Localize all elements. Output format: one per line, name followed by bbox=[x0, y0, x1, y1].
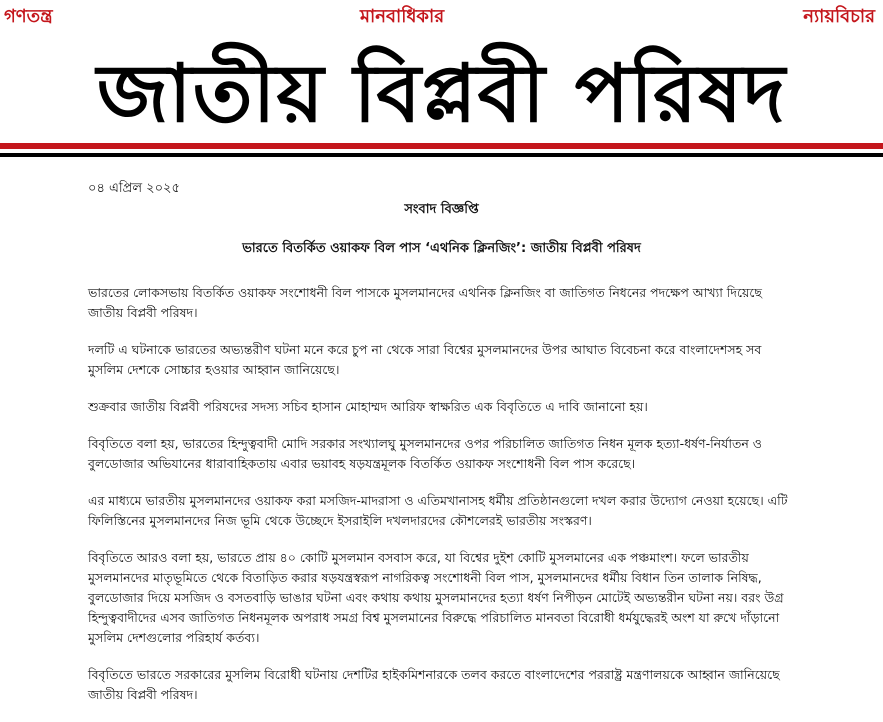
paragraph: বিবৃতিতে আরও বলা হয়, ভারতে প্রায় ৪০ কোটি মুসলমান বসবাস করে, যা বিশ্বের দুইশ কোটি মুসলমানের এক পঞ্চমাংশ। ফলে ভারতীয় মুসলমানদের মাতৃভূমিতে থেকে বিতাড়িত করার ষড়যন্ত্রস্বরূপ নাগরিকত্ব সংশোধনী বিল পাস, মুসলমানদের ধর্মীয় বিধান তিন তালাক নিষিদ্ধ, বুলডোজার দিয়ে মসজিদ ও বসতবাড়ি ভাঙার ঘটনা এবং কথায় কথায় মুসলমানদের হত্যা ধর্ষণ নিপীড়ন মোটেই অভ্যন্তরীন ঘটনা নয়। বরং উগ্র হিন্দুত্ববাদীদের এসব জাতিগত নিধনমূলক অপরাধ সমগ্র বিশ্ব মুসলমানের বিরুদ্ধে পরিচালিত মানবতা বিরোধী ধর্মযুদ্ধেরই অংশ যা রুখে দাঁড়ানো মুসলিম দেশগুলোর পরিহার্য কর্তব্য। bbox=[88, 550, 784, 645]
paragraph: ভারতের লোকসভায় বিতর্কিত ওয়াকফ সংশোধনী বিল পাসকে মুসলমানদের এথনিক ক্লিনজিং বা জাতিগত নিধনের পদক্ষেপ আখ্যা দিয়েছে জাতীয় বিপ্লবী পরিষদ। bbox=[88, 285, 762, 320]
release-date: ০৪ এপ্রিল ২০২৫ bbox=[88, 181, 180, 196]
paragraph: বিবৃতিতে ভারতে সরকারের মুসলিম বিরোধী ঘটনায় দেশটির হাইকমিশনারকে তলব করতে বাংলাদেশের পররাষ্ট্র মন্ত্রণালয়কে আহ্বান জানিয়েছে জাতীয় বিপ্লবী পরিষদ। bbox=[88, 667, 780, 702]
press-release-label: সংবাদ বিজ্ঞপ্তি bbox=[404, 202, 479, 217]
masthead-title: জাতীয় বিপ্লবী পরিষদ bbox=[96, 47, 787, 140]
motto-democracy: গণতন্ত্র bbox=[4, 6, 53, 27]
masthead-black-rule bbox=[0, 153, 883, 157]
paragraph: শুক্রবার জাতীয় বিপ্লবী পরিষদের সদস্য সচিব হাসান মোহাম্মদ আরিফ স্বাক্ষরিত এক বিবৃতিতে এ দাবি জানানো হয়। bbox=[88, 399, 648, 414]
headline: ভারতে বিতর্কিত ওয়াকফ বিল পাস ‘এথনিক ক্লিনজিং’: জাতীয় বিপ্লবী পরিষদ bbox=[242, 241, 641, 256]
motto-justice: ন্যায়বিচার bbox=[803, 6, 875, 27]
masthead-red-rule bbox=[0, 143, 883, 149]
paragraph: বিবৃতিতে বলা হয়, ভারতের হিন্দুত্ববাদী মোদি সরকার সংখ্যালঘু মুসলমানদের ওপর পরিচালিত জাতিগত নিধন মূলক হত্যা-ধর্ষণ-নির্যাতন ও বুলডোজার অভিযানের ধারাবাহিকতায় এবার ভয়াবহ ষড়যন্ত্রমূলক বিতর্কিত ওয়াকফ সংশোধনী বিল পাস করেছে। bbox=[88, 436, 762, 471]
article-body bbox=[88, 283, 788, 722]
paragraph: দলটি এ ঘটনাকে ভারতের অভ্যন্তরীণ ঘটনা মনে করে চুপ না থেকে সারা বিশ্বের মুসলমানদের উপর আঘাত বিবেচনা করে বাংলাদেশসহ সব মুসলিম দেশকে সোচ্চার হওয়ার আহ্বান জানিয়েছে। bbox=[88, 342, 762, 377]
motto-human-rights: মানবাধিকার bbox=[360, 6, 445, 27]
paragraph: এর মাধ্যমে ভারতীয় মুসলমানদের ওয়াকফ করা মসজিদ-মাদরাসা ও এতিমখানাসহ ধর্মীয় প্রতিষ্ঠানগুলো দখল করার উদ্যোগ নেওয়া হয়েছে। এটি ফিলিস্তিনের মুসলমানদের নিজ ভূমি থেকে উচ্ছেদে ইসরাইলি দখলদারদের কৌশলেরই ভারতীয় সংস্করণ। bbox=[88, 493, 788, 528]
